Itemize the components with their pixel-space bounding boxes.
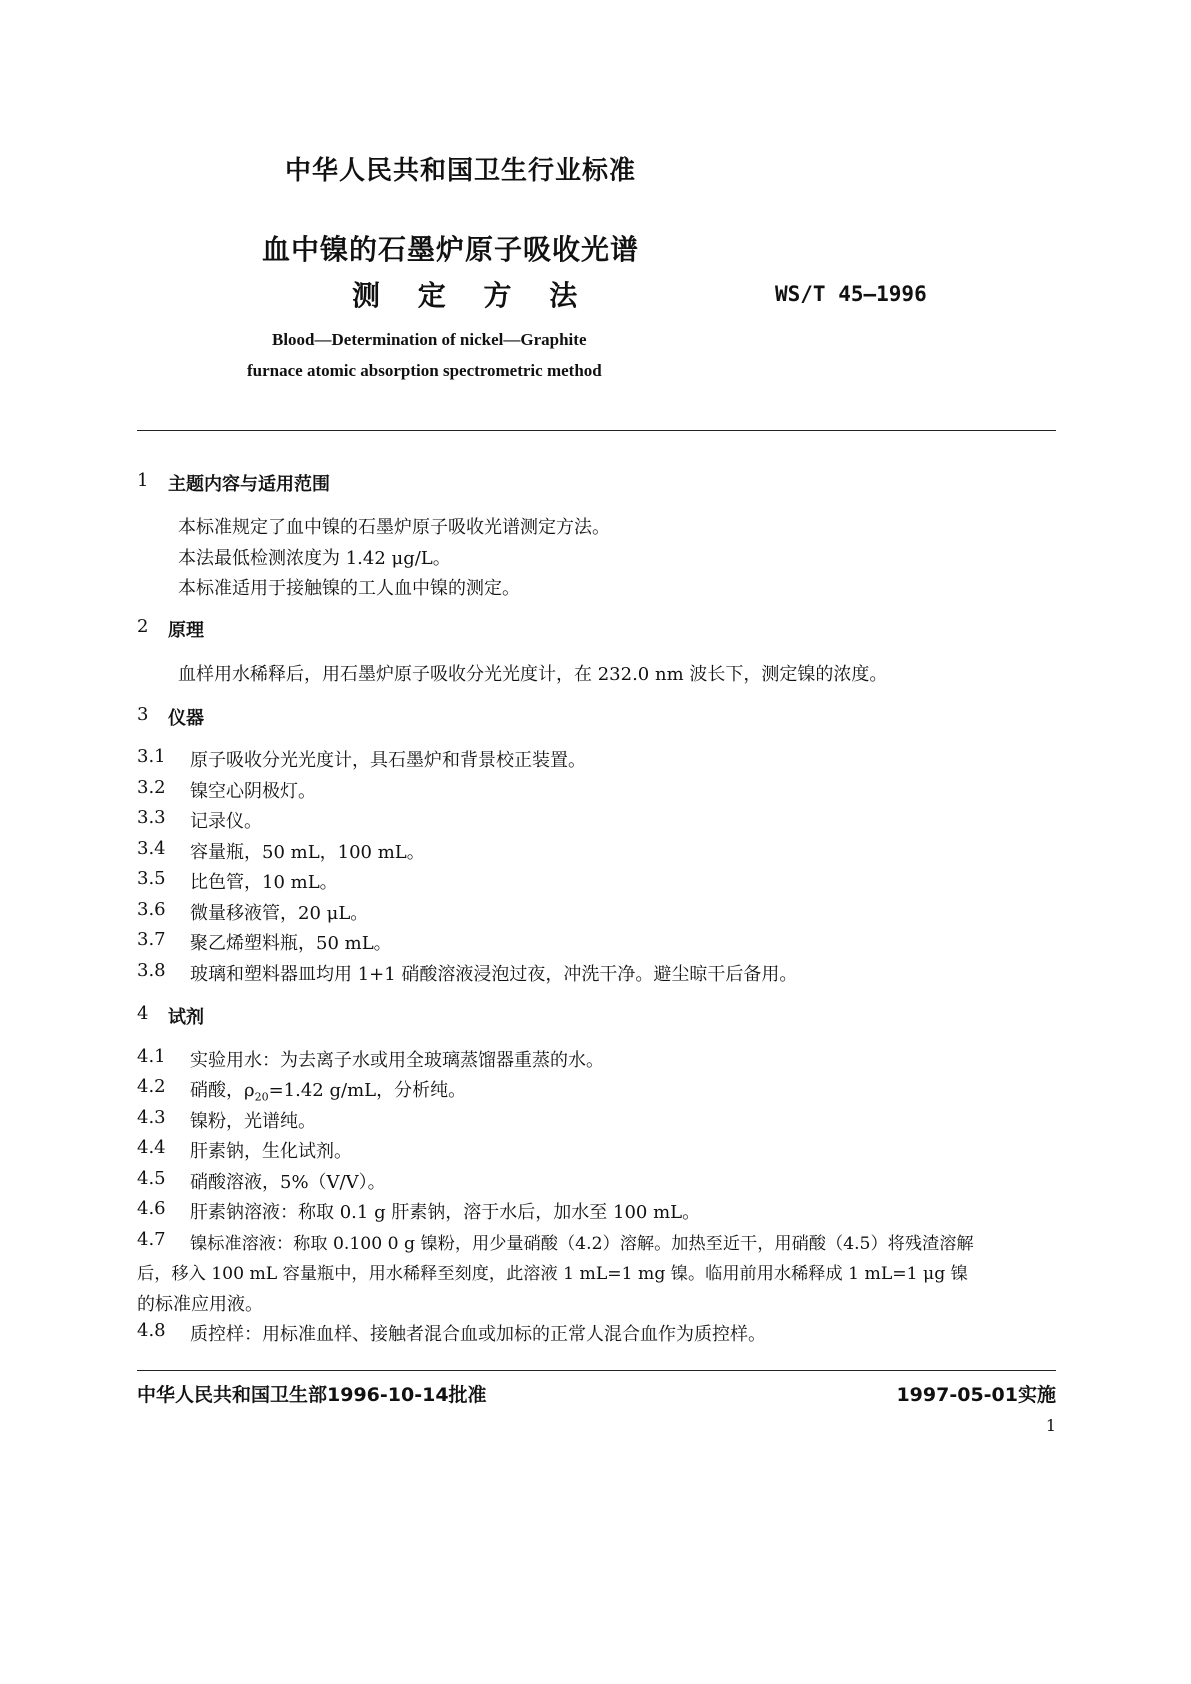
item-3-7-text: 聚乙烯塑料瓶，50 mL。 xyxy=(190,933,392,954)
item-4-2-number: 4.2 xyxy=(137,1076,166,1097)
item-3-3-number: 3.3 xyxy=(137,807,166,828)
item-4-3-text: 镍粉，光谱纯。 xyxy=(190,1111,316,1132)
standard-org-heading: 中华人民共和国卫生行业标准 xyxy=(285,156,637,186)
section-1-number: 1 xyxy=(137,470,149,491)
item-4-6-number: 4.6 xyxy=(137,1198,166,1219)
section-1-para-2: 本法最低检测浓度为 1.42 μg/L。 xyxy=(178,548,451,569)
section-3-title: 仪器 xyxy=(168,708,204,729)
item-4-8-text: 质控样：用标准血样、接触者混合血或加标的正常人混合血作为质控样。 xyxy=(190,1324,766,1345)
item-4-5-text: 硝酸溶液，5%（V/V）。 xyxy=(190,1172,386,1193)
item-4-7-continuation-1: 后，移入 100 mL 容量瓶中，用水稀释至刻度，此溶液 1 mL=1 mg 镍。临用前用水稀释成 1 mL=1 μg 镍 xyxy=(137,1264,968,1284)
english-title-line2: furnace atomic absorption spectrometric method xyxy=(247,361,602,380)
document-title-line2: 测 定 方 法 xyxy=(352,279,592,312)
item-4-2-text-b: =1.42 g/mL，分析纯。 xyxy=(268,1080,467,1101)
section-2-para-1: 血样用水稀释后，用石墨炉原子吸收分光光度计，在 232.0 nm 波长下，测定镍的浓度。 xyxy=(178,664,888,685)
item-3-8-number: 3.8 xyxy=(137,960,166,981)
item-4-3-number: 4.3 xyxy=(137,1107,166,1128)
section-4-title: 试剂 xyxy=(168,1007,204,1028)
item-4-7-continuation-2: 的标准应用液。 xyxy=(137,1294,263,1315)
section-1-title: 主题内容与适用范围 xyxy=(168,474,330,495)
english-title-line1: Blood—Determination of nickel—Graphite xyxy=(272,330,587,349)
item-4-2-subscript: 20 xyxy=(254,1090,269,1104)
standard-code: WS/T 45—1996 xyxy=(775,282,927,306)
item-3-8-text: 玻璃和塑料器皿均用 1+1 硝酸溶液浸泡过夜，冲洗干净。避尘晾干后备用。 xyxy=(190,964,798,985)
page-number: 1 xyxy=(1045,1416,1056,1435)
item-3-1-text: 原子吸收分光光度计，具石墨炉和背景校正装置。 xyxy=(190,750,586,771)
item-4-1-text: 实验用水：为去离子水或用全玻璃蒸馏器重蒸的水。 xyxy=(190,1050,604,1071)
item-3-7-number: 3.7 xyxy=(137,929,166,950)
item-3-4-number: 3.4 xyxy=(137,838,166,859)
item-3-3-text: 记录仪。 xyxy=(190,811,262,832)
item-4-5-number: 4.5 xyxy=(137,1168,166,1189)
document-title-line1: 血中镍的石墨炉原子吸收光谱 xyxy=(262,233,640,266)
section-1-para-1: 本标准规定了血中镍的石墨炉原子吸收光谱测定方法。 xyxy=(178,517,610,538)
item-3-6-number: 3.6 xyxy=(137,899,166,920)
item-4-2-text xyxy=(190,1076,466,1104)
item-3-1-number: 3.1 xyxy=(137,746,166,767)
item-3-2-number: 3.2 xyxy=(137,777,166,798)
item-4-4-text: 肝素钠，生化试剂。 xyxy=(190,1141,352,1162)
approval-line: 中华人民共和国卫生部1996-10-14批准 xyxy=(137,1384,487,1406)
section-2-title: 原理 xyxy=(168,620,204,641)
footer-divider xyxy=(137,1370,1056,1371)
item-4-4-number: 4.4 xyxy=(137,1137,166,1158)
section-2-number: 2 xyxy=(137,616,149,637)
item-4-2-text-a: 硝酸，ρ xyxy=(190,1080,255,1101)
item-4-8-number: 4.8 xyxy=(137,1320,166,1341)
effective-date-line: 1997-05-01实施 xyxy=(896,1384,1056,1406)
item-3-5-number: 3.5 xyxy=(137,868,166,889)
item-3-5-text: 比色管，10 mL。 xyxy=(190,872,338,893)
item-3-4-text: 容量瓶，50 mL，100 mL。 xyxy=(190,842,425,863)
header-divider xyxy=(137,430,1056,431)
item-4-6-text: 肝素钠溶液：称取 0.1 g 肝素钠，溶于水后，加水至 100 mL。 xyxy=(190,1202,701,1223)
item-3-6-text: 微量移液管，20 μL。 xyxy=(190,903,369,924)
item-4-1-number: 4.1 xyxy=(137,1046,166,1067)
item-4-7-text: 镍标准溶液：称取 0.100 0 g 镍粉，用少量硝酸（4.2）溶解。加热至近干，用硝酸（4.5）将残渣溶解 xyxy=(190,1234,974,1254)
section-4-number: 4 xyxy=(137,1003,149,1024)
section-1-para-3: 本标准适用于接触镍的工人血中镍的测定。 xyxy=(178,578,520,599)
item-4-7-number: 4.7 xyxy=(137,1229,166,1250)
item-3-2-text: 镍空心阴极灯。 xyxy=(190,781,316,802)
section-3-number: 3 xyxy=(137,704,149,725)
